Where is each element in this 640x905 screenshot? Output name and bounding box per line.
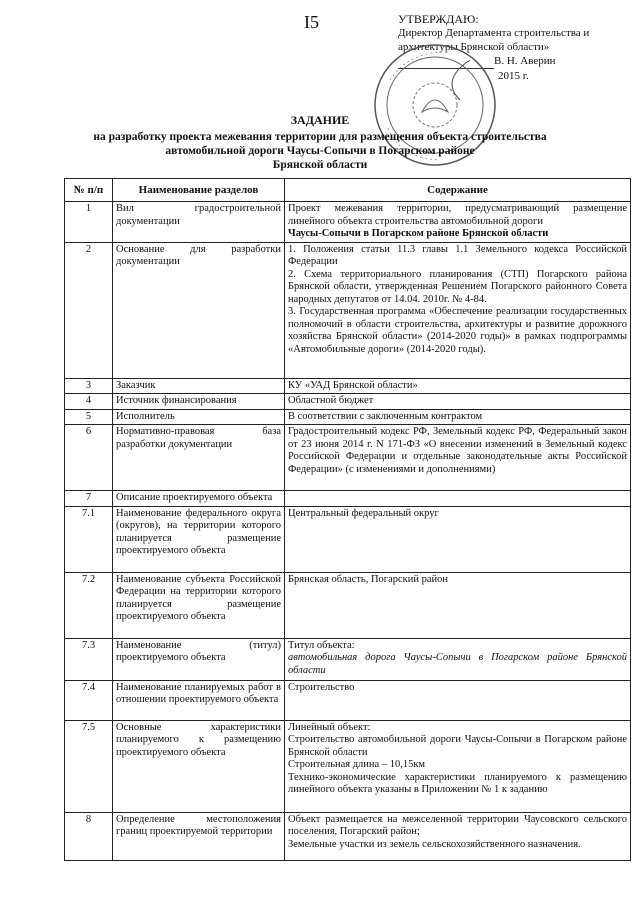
document-heading: ЗАДАНИЕ bbox=[290, 113, 350, 127]
row-label: Исполнитель bbox=[113, 409, 285, 425]
row-number: 8 bbox=[65, 812, 113, 860]
approval-line1: Директор Департамента строительства и bbox=[398, 27, 590, 39]
approval-year: 2015 г. bbox=[498, 70, 529, 82]
row-label: Наименование субъекта Российской Федерации на территории которого планируется размещение проектируемого объекта bbox=[113, 572, 285, 638]
row-label: Заказчик bbox=[113, 378, 285, 394]
table-row bbox=[65, 638, 631, 680]
row-label: Описание проектируемого объекта bbox=[113, 491, 285, 507]
content-line: 2. Схема территориального планирования (СТП) Погарского района Брянской области, утвержденная Решением Погарского районного Совета народных депутатов от 14.04. 2010г. № 4-84. bbox=[288, 268, 627, 305]
row-label: Нормативно-правовая база разработки документации bbox=[113, 425, 285, 491]
row-content bbox=[285, 812, 631, 860]
row-content: Строительство bbox=[285, 680, 631, 720]
header-content: Содержание bbox=[285, 179, 631, 202]
content-line: Объект размещается на межселенной территории Чаусовского сельского поселения, Погарский район; bbox=[288, 813, 627, 837]
table-row bbox=[65, 812, 631, 860]
content-line: Строительная длина – 10,15км bbox=[288, 759, 426, 770]
row-content bbox=[285, 720, 631, 812]
row-number: 6 bbox=[65, 425, 113, 491]
row-number: 3 bbox=[65, 378, 113, 394]
content-line: Строительство автомобильной дороги Чаусы-Сопычи в Погарском районе Брянской области bbox=[288, 734, 627, 758]
row-content: В соответствии с заключенным контрактом bbox=[285, 409, 631, 425]
row-label: Основание для разработки документации bbox=[113, 242, 285, 378]
table-row bbox=[65, 506, 631, 572]
row-number: 2 bbox=[65, 242, 113, 378]
row-content bbox=[285, 242, 631, 378]
document-title-line2: автомобильной дороги Чаусы-Сопычи в Погарском районе bbox=[165, 145, 475, 157]
approver-name: В. Н. Аверин bbox=[494, 55, 556, 67]
row-content: Брянская область, Погарский район bbox=[285, 572, 631, 638]
document-title-line1: на разработку проекта межевания территории для размещения объекта строительства bbox=[93, 131, 547, 143]
header-number: № п/п bbox=[65, 179, 113, 202]
document-title-line3: Брянской области bbox=[272, 159, 368, 171]
row-content bbox=[285, 491, 631, 507]
table-row bbox=[65, 378, 631, 394]
row-content: Центральный федеральный округ bbox=[285, 506, 631, 572]
row-number: 4 bbox=[65, 394, 113, 410]
table-row bbox=[65, 720, 631, 812]
table-row bbox=[65, 242, 631, 378]
row-number: 7.1 bbox=[65, 506, 113, 572]
row-label: Наименование федерального округа (округов), на территории которого планируется размещение проектируемого объекта bbox=[113, 506, 285, 572]
task-table bbox=[64, 178, 631, 861]
table-header-row bbox=[65, 179, 631, 202]
table-row bbox=[65, 572, 631, 638]
row-content: Градостроительный кодекс РФ, Земельный кодекс РФ, Федеральный закон от 23 июня 2014 г. N 171-ФЗ «О внесении изменений в Земельный кодекс Российской Федерации и отдельные законодательные акты Российской Федерации» (с изменениями и дополнениями) bbox=[285, 425, 631, 491]
row-number: 5 bbox=[65, 409, 113, 425]
table-row bbox=[65, 425, 631, 491]
row-number: 7.4 bbox=[65, 680, 113, 720]
content-line: автомобильная дорога Чаусы-Сопычи в Погарском районе Брянской области bbox=[288, 652, 627, 676]
row-label: Наименование планируемых работ в отношении проектируемого объекта bbox=[113, 680, 285, 720]
row-number: 7.3 bbox=[65, 638, 113, 680]
row-number: 7.5 bbox=[65, 720, 113, 812]
row-label: Наименование (титул) проектируемого объекта bbox=[113, 638, 285, 680]
table-row bbox=[65, 394, 631, 410]
row-number: 7 bbox=[65, 491, 113, 507]
content-line: 3. Государственная программа «Обеспечение реализации государственных полномочий в области строительства, архитектуры и развитие дорожного хозяйства Брянской области» (2014-2020 годы)» в рамках подпрограммы «Автомобильные дороги» (2014-2020 годы). bbox=[288, 306, 627, 355]
row-label: Источник финансирования bbox=[113, 394, 285, 410]
row-label: Вил градостроительной документации bbox=[113, 202, 285, 243]
table-row bbox=[65, 202, 631, 243]
content-line: Линейный объект: bbox=[288, 721, 371, 733]
row-content bbox=[285, 638, 631, 680]
page-number: I5 bbox=[304, 12, 319, 32]
header-sections: Наименование разделов bbox=[113, 179, 285, 202]
row-number: 7.2 bbox=[65, 572, 113, 638]
content-line: Титул объекта: bbox=[288, 639, 355, 651]
row-content bbox=[285, 202, 631, 243]
table-row bbox=[65, 409, 631, 425]
approval-line2: архитектуры Брянской области» bbox=[398, 41, 550, 53]
content-line: Технико-экономические характеристики планируемого к размещению линейного объекта указаны в Приложении № 1 к заданию bbox=[288, 771, 627, 795]
table-row bbox=[65, 491, 631, 507]
content-line: Земельные участки из земель сельскохозяйственного назначения. bbox=[288, 838, 581, 850]
content-line: 1. Положения статьи 11.3 главы 1.1 Земельного кодекса Российской Федерации bbox=[288, 243, 627, 267]
table-row bbox=[65, 680, 631, 720]
row-content: Областной бюджет bbox=[285, 394, 631, 410]
row-label: Определение местоположения границ проектируемой территории bbox=[113, 812, 285, 860]
row-label: Основные характеристики планируемого к размещению проектируемого объекта bbox=[113, 720, 285, 812]
content-line: Чаусы-Сопычи в Погарском районе Брянской области bbox=[288, 228, 549, 239]
content-line: Проект межевания территории, предусматривающий размещение линейного объекта строительства автомобильной дороги bbox=[288, 203, 627, 227]
row-number: 1 bbox=[65, 202, 113, 243]
approval-caption: УТВЕРЖДАЮ: bbox=[398, 12, 479, 26]
row-content: КУ «УАД Брянской области» bbox=[285, 378, 631, 394]
